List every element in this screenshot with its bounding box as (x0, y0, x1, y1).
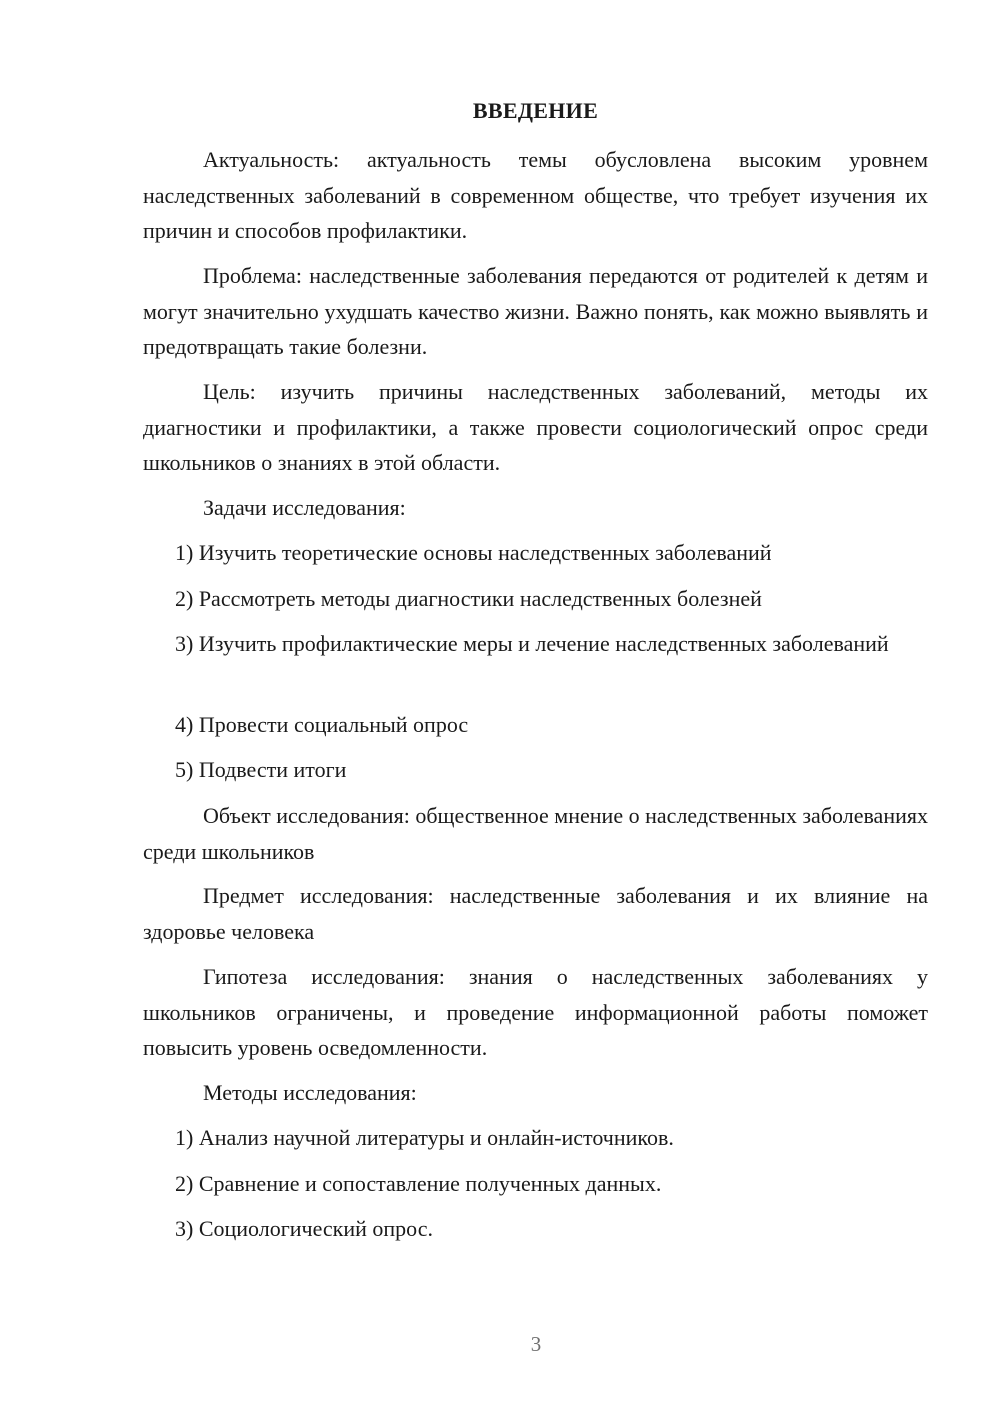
task-item: 4) Провести социальный опрос (175, 712, 469, 737)
tasks-heading: Задачи исследования: (203, 495, 406, 520)
method-item: 2) Сравнение и сопоставление полученных данных. (175, 1171, 662, 1196)
hypothesis-paragraph: Гипотеза исследования: знания о наследственных заболеваниях у школьников ограничены, и проведение информационной работы поможет повысить уровень осведомленности. (143, 964, 928, 1060)
relevance-paragraph: Актуальность: актуальность темы обусловлена высоким уровнем наследственных заболеваний в современном обществе, что требует изучения их причин и способов профилактики. (143, 147, 928, 243)
object-paragraph: Объект исследования: общественное мнение о наследственных заболеваниях среди школьников (143, 803, 928, 864)
methods-heading: Методы исследования: (203, 1080, 417, 1105)
page-number: 3 (530, 1332, 542, 1356)
subject-paragraph: Предмет исследования: наследственные заболевания и их влияние на здоровье человека (143, 883, 928, 944)
task-item: 1) Изучить теоретические основы наследственных заболеваний (175, 540, 772, 565)
page-title: ВВЕДЕНИЕ (472, 98, 599, 123)
task-item: 2) Рассмотреть методы диагностики наследственных болезней (175, 586, 762, 611)
goal-paragraph: Цель: изучить причины наследственных заболеваний, методы их диагностики и профилактики, а также провести социологический опрос среди школьников о знаниях в этой области. (143, 379, 928, 475)
method-item: 3) Социологический опрос. (175, 1216, 433, 1241)
task-item: 3) Изучить профилактические меры и лечение наследственных заболеваний (175, 631, 889, 656)
problem-paragraph: Проблема: наследственные заболевания передаются от родителей к детям и могут значительно ухудшать качество жизни. Важно понять, как можно выявлять и предотвращать такие болезни. (143, 263, 928, 359)
task-item: 5) Подвести итоги (175, 757, 347, 782)
method-item: 1) Анализ научной литературы и онлайн-источников. (175, 1125, 674, 1150)
